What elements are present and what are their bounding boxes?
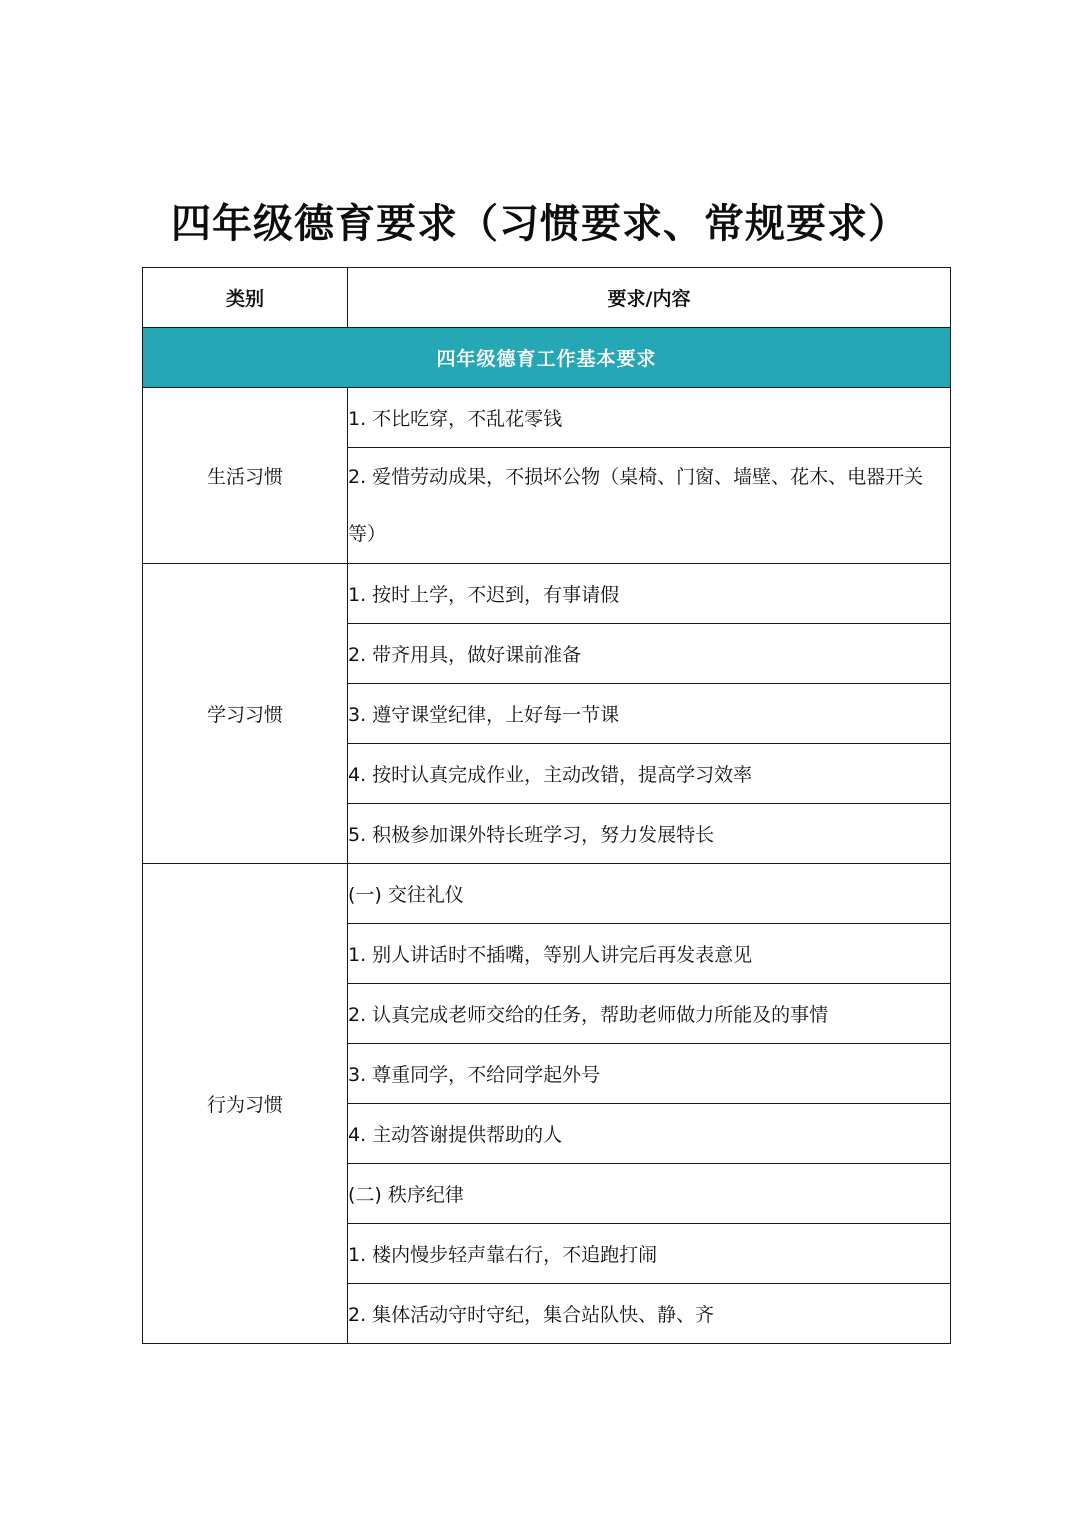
requirement-item: 2. 集体活动守时守纪，集合站队快、静、齐 bbox=[348, 1284, 951, 1344]
category-study-habits: 学习习惯 bbox=[143, 564, 348, 864]
requirement-item: 1. 楼内慢步轻声靠右行，不追跑打闹 bbox=[348, 1224, 951, 1284]
requirement-item: 5. 积极参加课外特长班学习，努力发展特长 bbox=[348, 804, 951, 864]
header-content: 要求/内容 bbox=[348, 268, 951, 328]
requirement-item: 2. 认真完成老师交给的任务，帮助老师做力所能及的事情 bbox=[348, 984, 951, 1044]
table-header-row bbox=[143, 268, 951, 328]
requirement-item: 2. 带齐用具，做好课前准备 bbox=[348, 624, 951, 684]
requirement-item: 4. 按时认真完成作业，主动改错，提高学习效率 bbox=[348, 744, 951, 804]
subsection-heading: (一) 交往礼仪 bbox=[348, 864, 951, 924]
subsection-heading: (二) 秩序纪律 bbox=[348, 1164, 951, 1224]
requirement-item: 1. 不比吃穿，不乱花零钱 bbox=[348, 388, 951, 448]
requirements-table bbox=[142, 267, 951, 1344]
header-category: 类别 bbox=[143, 268, 348, 328]
requirement-item: 2. 爱惜劳动成果，不损坏公物（桌椅、门窗、墙壁、花木、电器开关等） bbox=[348, 448, 951, 564]
section-band-row bbox=[143, 328, 951, 388]
requirement-item: 3. 遵守课堂纪律，上好每一节课 bbox=[348, 684, 951, 744]
table-row bbox=[143, 564, 951, 624]
requirement-item: 4. 主动答谢提供帮助的人 bbox=[348, 1104, 951, 1164]
requirement-item: 1. 别人讲话时不插嘴，等别人讲完后再发表意见 bbox=[348, 924, 951, 984]
requirement-item: 3. 尊重同学，不给同学起外号 bbox=[348, 1044, 951, 1104]
category-life-habits: 生活习惯 bbox=[143, 388, 348, 564]
section-band-title: 四年级德育工作基本要求 bbox=[143, 328, 951, 388]
table-row bbox=[143, 864, 951, 924]
table-row bbox=[143, 388, 951, 448]
page-title: 四年级德育要求（习惯要求、常规要求） bbox=[171, 200, 909, 247]
category-behavior-habits: 行为习惯 bbox=[143, 864, 348, 1344]
requirement-item: 1. 按时上学，不迟到，有事请假 bbox=[348, 564, 951, 624]
